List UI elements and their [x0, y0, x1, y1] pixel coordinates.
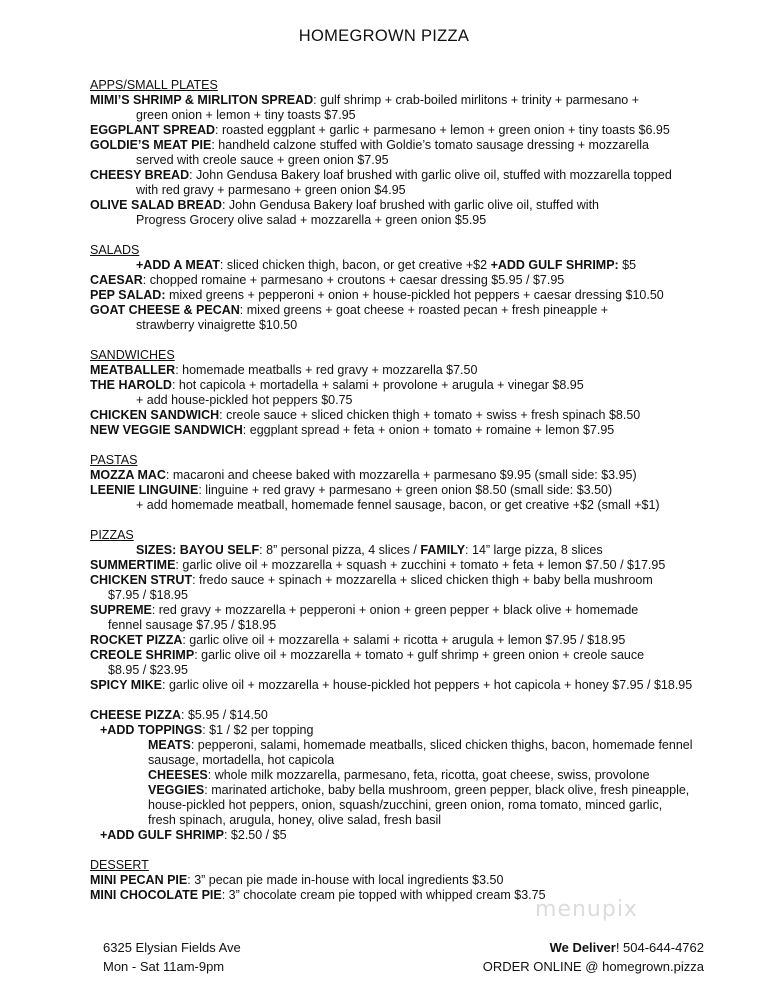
- section-heading-dessert: DESSERT: [90, 858, 149, 872]
- item-desc: : 3” chocolate cream pie topped with whipped cream $3.75: [221, 888, 546, 902]
- item-desc-cont: green onion + lemon + tiny toasts $7.95: [136, 108, 356, 122]
- item-name: +ADD TOPPINGS: [100, 723, 203, 737]
- add-on-line: [90, 723, 720, 738]
- order-online-link[interactable]: ORDER ONLINE @ homegrown.pizza: [482, 959, 704, 974]
- item-desc-cont: strawberry vinaigrette $10.50: [136, 318, 298, 332]
- item-name: SPICY MIKE: [90, 678, 163, 692]
- item-name: SUPREME: [90, 603, 152, 617]
- item-desc-cont: $8.95 / $23.95: [108, 663, 188, 677]
- footer-left: [103, 938, 241, 976]
- menu-item: [90, 378, 720, 393]
- item-desc: : macaroni and cheese baked with mozzarella + parmesano $9.95 (small side: $3.95): [165, 468, 637, 482]
- item-desc: : John Gendusa Bakery loaf brushed with garlic olive oil, stuffed with: [221, 198, 600, 212]
- item-name: NEW VEGGIE SANDWICH: [90, 423, 243, 437]
- menu-item: [90, 708, 720, 723]
- item-desc-cont: with red gravy + parmesano + green onion $4.95: [136, 183, 406, 197]
- item-name: +ADD GULF SHRIMP:: [490, 258, 619, 272]
- item-name: MIMI’S SHRIMP & MIRLITON SPREAD: [90, 93, 314, 107]
- item-name: MINI PECAN PIE: [90, 873, 188, 887]
- item-name: SIZES: BAYOU SELF: [136, 543, 260, 557]
- section-heading-salads: SALADS: [90, 243, 140, 257]
- menu-item: [90, 603, 720, 618]
- item-name: ROCKET PIZZA: [90, 633, 183, 647]
- item-desc-cont: fresh spinach, arugula, honey, olive salad, fresh basil: [148, 813, 441, 827]
- item-desc: : chopped romaine + parmesano + croutons + caesar dressing $5.95 / $7.95: [142, 273, 565, 287]
- item-desc: : 8” personal pizza, 4 slices /: [259, 543, 421, 557]
- item-desc: : $1 / $2 per topping: [202, 723, 314, 737]
- hours: Mon - Sat 11am-9pm: [103, 959, 225, 974]
- item-desc: : pepperoni, salami, homemade meatballs, sliced chicken thighs, bacon, homemade fennel: [190, 738, 693, 752]
- item-desc: : whole milk mozzarella, parmesano, feta, ricotta, goat cheese, swiss, provolone: [207, 768, 650, 782]
- item-name: +ADD A MEAT: [136, 258, 220, 272]
- section-heading-pastas: PASTAS: [90, 453, 138, 467]
- item-desc-cont: house-pickled hot peppers, onion, squash/zucchini, green onion, roma tomato, minced garlic,: [148, 798, 663, 812]
- item-name: GOLDIE’S MEAT PIE: [90, 138, 212, 152]
- item-desc: : roasted eggplant + garlic + parmesano + lemon + green onion + tiny toasts $6.95: [215, 123, 670, 137]
- item-name: MEATBALLER: [90, 363, 176, 377]
- topping-line: [90, 783, 720, 798]
- item-desc: : 14” large pizza, 8 slices: [465, 543, 603, 557]
- item-name: MINI CHOCOLATE PIE: [90, 888, 222, 902]
- item-desc: $5: [618, 258, 637, 272]
- item-name: VEGGIES: [148, 783, 205, 797]
- item-desc: : garlic olive oil + mozzarella + squash + zucchini + tomato + feta + lemon $7.50 / $17.95: [175, 558, 666, 572]
- item-desc: : John Gendusa Bakery loaf brushed with garlic olive oil, stuffed with mozzarella topped: [189, 168, 672, 182]
- menu-item: [90, 678, 720, 693]
- address: 6325 Elysian Fields Ave: [103, 940, 241, 955]
- item-desc: : gulf shrimp + crab-boiled mirlitons + trinity + parmesano +: [313, 93, 640, 107]
- item-name: EGGPLANT SPREAD: [90, 123, 216, 137]
- item-name: THE HAROLD: [90, 378, 172, 392]
- item-name: SUMMERTIME: [90, 558, 176, 572]
- item-desc: : mixed greens + goat cheese + roasted pecan + fresh pineapple +: [239, 303, 609, 317]
- add-on-line: [90, 258, 720, 273]
- item-name: CHEESY BREAD: [90, 168, 190, 182]
- phone: ! 504-644-4762: [615, 940, 704, 955]
- item-desc-cont: + add homemade meatball, homemade fennel sausage, bacon, or get creative +$2 (small +$1): [136, 498, 660, 512]
- item-desc-cont: + add house-pickled hot peppers $0.75: [136, 393, 353, 407]
- item-desc: : homemade meatballs + red gravy + mozzarella $7.50: [175, 363, 478, 377]
- menu-item: [90, 633, 720, 648]
- item-desc: : $5.95 / $14.50: [181, 708, 268, 722]
- sizes-line: [90, 543, 720, 558]
- item-desc-cont: fennel sausage $7.95 / $18.95: [108, 618, 277, 632]
- item-desc: : eggplant spread + feta + onion + tomato + romaine + lemon $7.95: [242, 423, 615, 437]
- item-name: PEP SALAD:: [90, 288, 166, 302]
- menu-item: [90, 468, 720, 483]
- item-desc: : linguine + red gravy + parmesano + green onion $8.50 (small side: $3.50): [198, 483, 613, 497]
- menu-item: [90, 573, 720, 588]
- item-desc: : $2.50 / $5: [223, 828, 287, 842]
- item-desc: : handheld calzone stuffed with Goldie’s tomato sausage dressing + mozzarella: [211, 138, 649, 152]
- section-heading-apps: APPS/SMALL PLATES: [90, 78, 218, 92]
- topping-line: [90, 768, 720, 783]
- add-on-line: [90, 828, 720, 843]
- menu-item: [90, 288, 720, 303]
- section-heading-sandwiches: SANDWICHES: [90, 348, 175, 362]
- item-name: CAESAR: [90, 273, 143, 287]
- item-name: GOAT CHEESE & PECAN: [90, 303, 240, 317]
- item-name: LEENIE LINGUINE: [90, 483, 199, 497]
- item-desc: : 3” pecan pie made in-house with local ingredients $3.50: [187, 873, 504, 887]
- item-desc-cont: sausage, mortadella, hot capicola: [148, 753, 335, 767]
- item-name: CREOLE SHRIMP: [90, 648, 195, 662]
- item-desc: : garlic olive oil + mozzarella + house-pickled hot peppers + hot capicola + honey $7.95 / $18.95: [162, 678, 693, 692]
- item-desc: mixed greens + pepperoni + onion + house-pickled hot peppers + caesar dressing $10.50: [165, 288, 664, 302]
- menu-item: [90, 408, 720, 423]
- menu-item: [90, 363, 720, 378]
- item-desc-cont: $7.95 / $18.95: [108, 588, 188, 602]
- topping-line: [90, 738, 720, 753]
- menu-item: [90, 648, 720, 663]
- page-title: HOMEGROWN PIZZA: [298, 27, 470, 45]
- menu-item: [90, 138, 720, 153]
- item-name: +ADD GULF SHRIMP: [100, 828, 224, 842]
- item-desc: : fredo sauce + spinach + mozzarella + sliced chicken thigh + baby bella mushroom: [192, 573, 653, 587]
- item-name: MEATS: [148, 738, 191, 752]
- delivery-line: [483, 938, 704, 957]
- item-desc: : hot capicola + mortadella + salami + provolone + arugula + vinegar $8.95: [171, 378, 584, 392]
- item-name: OLIVE SALAD BREAD: [90, 198, 222, 212]
- item-name: CHICKEN STRUT: [90, 573, 193, 587]
- item-desc: : creole sauce + sliced chicken thigh + tomato + swiss + fresh spinach $8.50: [219, 408, 641, 422]
- menu-body: [90, 78, 720, 903]
- deliver-label: We Deliver: [549, 940, 616, 955]
- item-name: CHEESES: [148, 768, 208, 782]
- item-desc-cont: Progress Grocery olive salad + mozzarella + green onion $5.95: [136, 213, 487, 227]
- footer-right: [483, 938, 704, 976]
- item-name: CHEESE PIZZA: [90, 708, 181, 722]
- item-desc: : red gravy + mozzarella + pepperoni + onion + green pepper + black olive + homemade: [151, 603, 639, 617]
- menu-item: [90, 483, 720, 498]
- item-name: MOZZA MAC: [90, 468, 166, 482]
- item-desc: : marinated artichoke, baby bella mushroom, green pepper, black olive, fresh pineapple,: [204, 783, 690, 797]
- menu-item: [90, 168, 720, 183]
- section-heading-pizzas: PIZZAS: [90, 528, 134, 542]
- menu-item: [90, 123, 720, 138]
- menu-item: [90, 558, 720, 573]
- item-name: CHICKEN SANDWICH: [90, 408, 220, 422]
- item-desc: : sliced chicken thigh, bacon, or get creative +$2: [219, 258, 491, 272]
- menu-item: [90, 273, 720, 288]
- item-desc-cont: served with creole sauce + green onion $7.95: [136, 153, 389, 167]
- item-name: FAMILY: [420, 543, 466, 557]
- item-desc: : garlic olive oil + mozzarella + salami + ricotta + arugula + lemon $7.95 / $18.95: [182, 633, 626, 647]
- menu-item: [90, 423, 720, 438]
- menu-item: [90, 93, 720, 108]
- watermark: menupix: [535, 897, 638, 922]
- item-desc: : garlic olive oil + mozzarella + tomato + gulf shrimp + green onion + creole sauce: [194, 648, 645, 662]
- menu-item: [90, 303, 720, 318]
- menu-item: [90, 873, 720, 888]
- menu-item: [90, 198, 720, 213]
